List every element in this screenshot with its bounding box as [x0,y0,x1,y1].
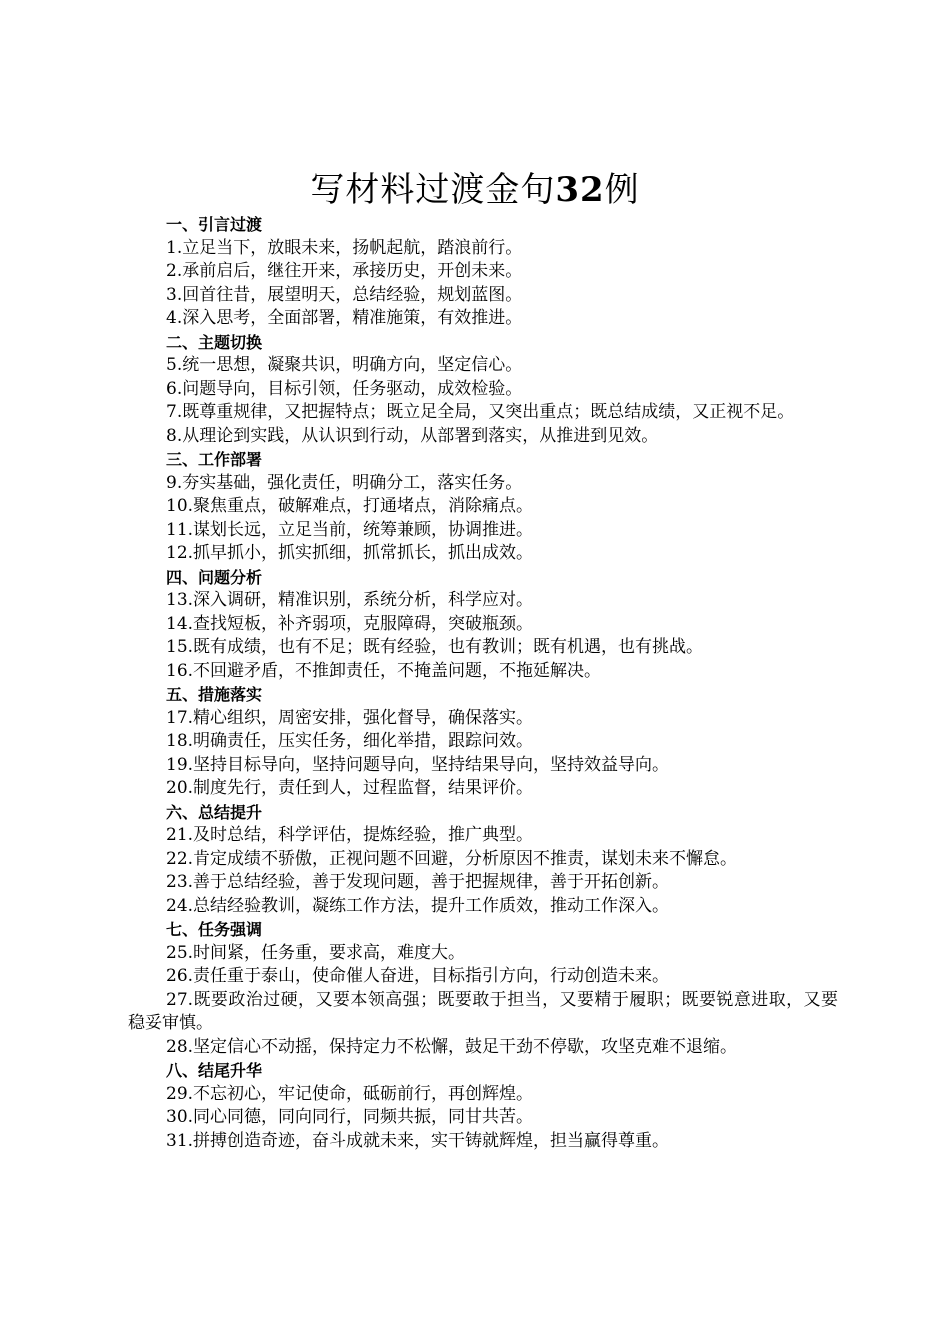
list-item: 7.既尊重规律，又把握特点；既立足全局，又突出重点；既总结成绩，又正视不足。 [166,402,795,422]
document-body [128,213,838,1153]
section-heading: 八、结尾升华 [166,1061,263,1080]
list-item: 11.谋划长远，立足当前，统筹兼顾，协调推进。 [166,519,534,540]
list-item: 19.坚持目标导向，坚持问题导向，坚持结果导向，坚持效益导向。 [166,754,670,775]
list-item: 17.精心组织，周密安排，强化督导，确保落实。 [166,707,534,728]
list-item: 28.坚定信心不动摇，保持定力不松懈，鼓足干劲不停歇，攻坚克难不退缩。 [166,1036,738,1057]
list-item: 14.查找短板，补齐弱项，克服障碍，突破瓶颈。 [166,613,534,634]
list-item: 22.肯定成绩不骄傲，正视问题不回避，分析原因不推责，谋划未来不懈怠。 [166,848,738,869]
section-heading: 二、主题切换 [166,332,263,352]
list-item: 13.深入调研，精准识别，系统分析，科学应对。 [166,590,534,610]
section-heading: 一、引言过渡 [166,215,263,234]
list-item: 5.统一思想，凝聚共识，明确方向，坚定信心。 [166,355,523,375]
list-item: 21.及时总结，科学评估，提炼经验，推广典型。 [166,825,534,845]
section-heading: 七、任务强调 [166,920,263,939]
section-heading: 五、措施落实 [166,685,263,704]
list-item: 1.立足当下，放眼未来，扬帆起航，踏浪前行。 [166,237,523,258]
document-title [0,168,950,212]
section-heading: 六、总结提升 [166,802,263,822]
section-heading: 三、工作部署 [166,450,263,469]
list-item: 23.善于总结经验，善于发现问题，善于把握规律，善于开拓创新。 [166,872,670,892]
list-item: 26.责任重于泰山，使命催人奋进，目标指引方向，行动创造未来。 [166,966,670,986]
list-item: 15.既有成绩，也有不足；既有经验，也有教训；既有机遇，也有挑战。 [166,637,704,657]
list-item: 25.时间紧，任务重，要求高，难度大。 [166,942,466,963]
list-item: 4.深入思考，全面部署，精准施策，有效推进。 [166,308,523,328]
list-item: 20.制度先行，责任到人，过程监督，结果评价。 [166,778,534,798]
list-item: 30.同心同德，同向同行，同频共振，同甘共苦。 [166,1107,534,1127]
list-item: 10.聚焦重点，破解难点，打通堵点，消除痛点。 [166,496,534,516]
list-item: 9.夯实基础，强化责任，明确分工，落实任务。 [166,472,523,493]
title-number: 32 [555,170,605,210]
section-heading: 四、问题分析 [166,567,263,587]
list-item: 16.不回避矛盾，不推卸责任，不掩盖问题，不拖延解决。 [166,660,602,681]
list-item: 29.不忘初心，牢记使命，砥砺前行，再创辉煌。 [166,1083,534,1104]
list-item: 24.总结经验教训，凝练工作方法，提升工作质效，推动工作深入。 [166,895,670,916]
list-item: 18.明确责任，压实任务，细化举措，跟踪问效。 [166,731,534,751]
title-text-post: 例 [604,170,640,210]
list-item: 3.回首往昔，展望明天，总结经验，规划蓝图。 [166,284,523,305]
title-text-pre: 写材料过渡金句 [310,170,556,210]
list-item: 2.承前启后，继往开来，承接历史，开创未来。 [166,261,523,281]
list-item: 8.从理论到实践，从认识到行动，从部署到落实，从推进到见效。 [166,425,659,446]
list-item: 12.抓早抓小，抓实抓细，抓常抓长，抓出成效。 [166,543,534,563]
list-item: 31.拼搏创造奇迹，奋斗成就未来，实干铸就辉煌，担当赢得尊重。 [166,1130,670,1151]
list-item: 27.既要政治过硬，又要本领高强；既要敢于担当，又要精于履职；既要锐意进取，又要稳妥审慎。 [128,989,838,1033]
list-item: 6.问题导向，目标引领，任务驱动，成效检验。 [166,378,523,399]
